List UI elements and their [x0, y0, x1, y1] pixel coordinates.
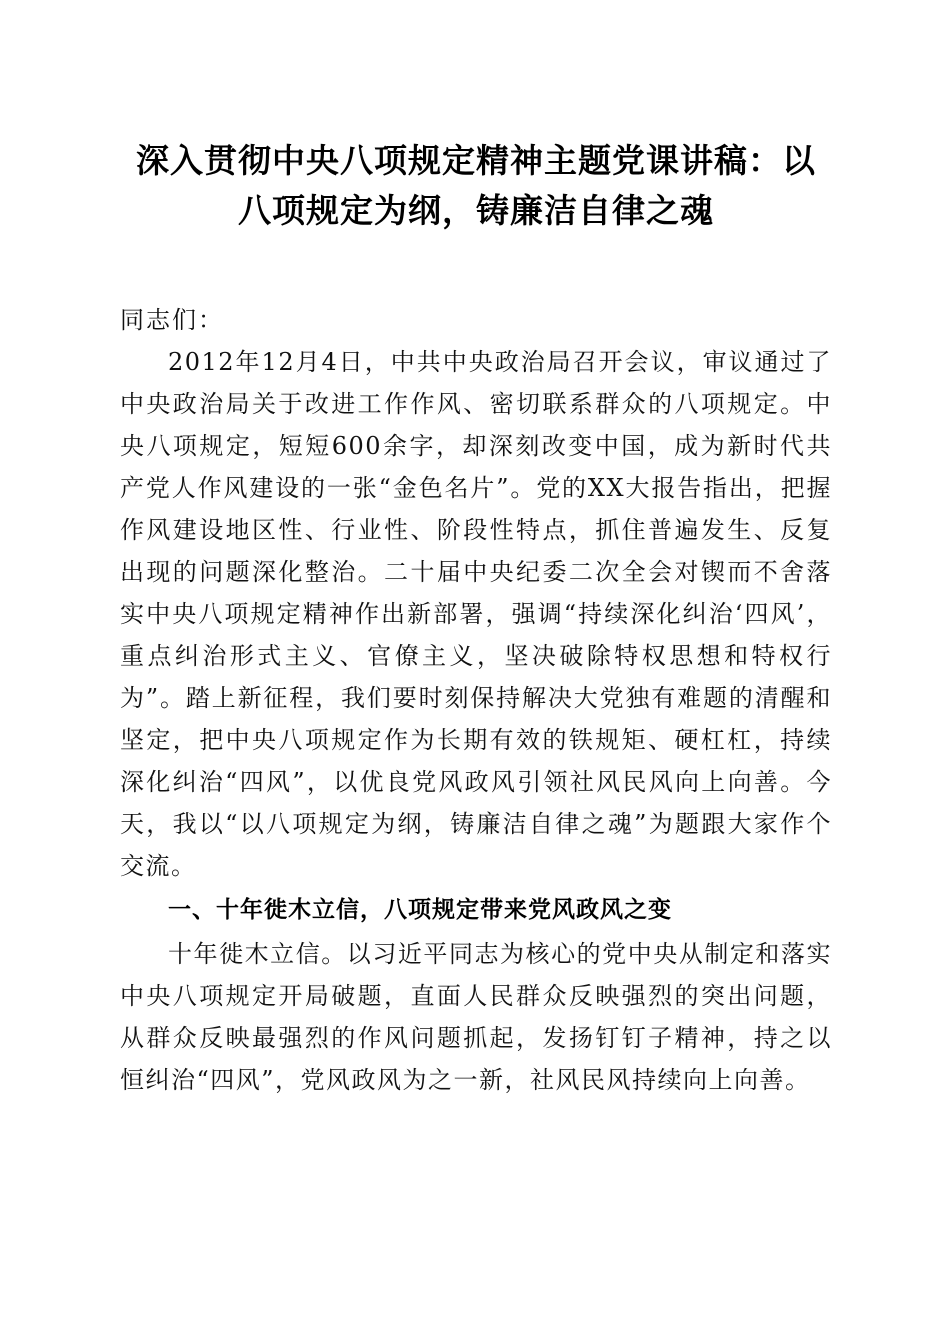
section-1-paragraph: 十年徙木立信。以习近平同志为核心的党中央从制定和落实中央八项规定开局破题，直面人民群众反映强烈的突出问题，从群众反映最强烈的作风问题抓起，发扬钉钉子精神，持之以恒纠治“四风”，党风政风为之一新，社风民风持续向上向善。 — [120, 940, 832, 1094]
page-title — [120, 136, 832, 236]
title-line-1: 深入贯彻中央八项规定精神主题党课讲稿：以 — [136, 141, 816, 180]
title-line-2: 八项规定为纲，铸廉洁自律之魂 — [238, 191, 714, 230]
section-1-heading: 一、十年徙木立信，八项规定带来党风政风之变 — [168, 897, 672, 923]
greeting: 同志们： — [120, 306, 224, 334]
intro-paragraph: 2012年12月4日，中共中央政治局召开会议，审议通过了中央政治局关于改进工作作风、密切联系群众的八项规定。中央八项规定，短短600余字，却深刻改变中国，成为新时代共产党人作风建设的一张“金色名片”。党的XX大报告指出，把握作风建设地区性、行业性、阶段性特点，抓住普遍发生、反复出现的问题深化整治。二十届中央纪委二次全会对锲而不舍落实中央八项规定精神作出新部署，强调“持续深化纠治‘四风’，重点纠治形式主义、官僚主义，坚决破除特权思想和特权行为”。踏上新征程，我们要时刻保持解决大党独有难题的清醒和坚定，把中央八项规定作为长期有效的铁规矩、硬杠杠，持续深化纠治“四风”，以优良党风政风引领社风民风向上向善。今天，我以“以八项规定为纲，铸廉洁自律之魂”为题跟大家作个交流。 — [120, 348, 832, 880]
